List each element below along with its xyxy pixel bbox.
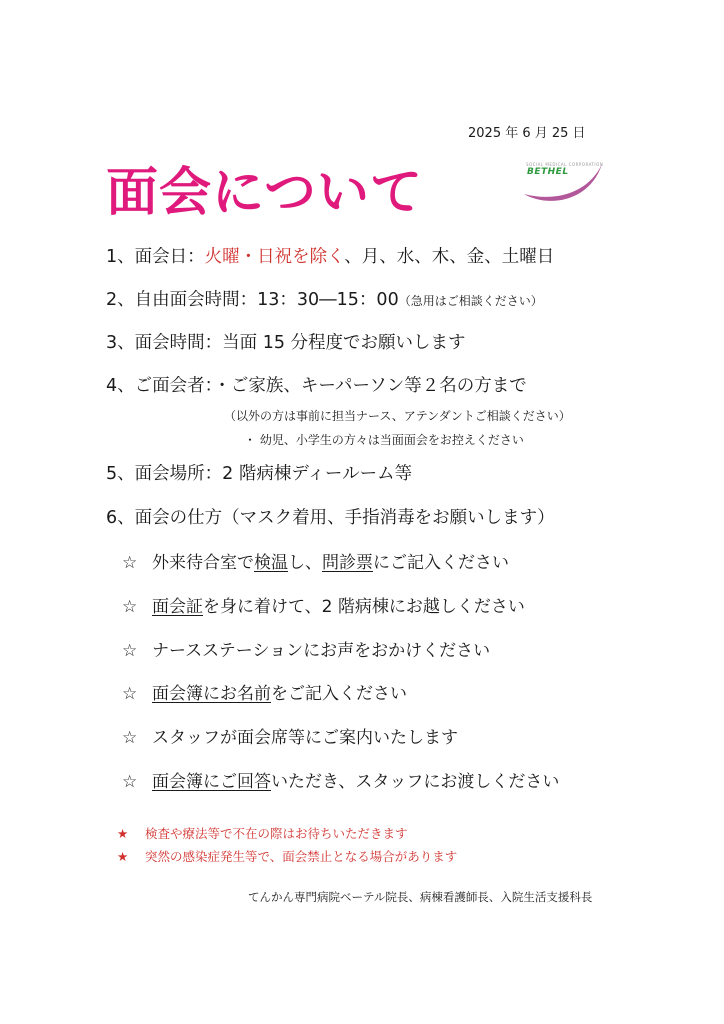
item-visiting-days-rest: 、月、水、木、金、土曜日 [344, 247, 555, 267]
item-visiting-days [106, 243, 554, 268]
warning-absence [117, 824, 408, 842]
bethel-logo [518, 150, 614, 206]
item-free-visiting-hours [106, 286, 543, 311]
black-star-icon: ★ [117, 826, 129, 841]
item-visitors: 4、ご面会者：・ご家族、キーパーソン等２名の方まで [106, 376, 527, 396]
step-underlined-text: 検温 [254, 553, 288, 573]
warning-text: 突然の感染症発生等で、面会禁止となる場合があります [145, 849, 458, 864]
item-visiting-method: 6、面会の仕方（マスク着用、手指消毒をお願いします） [106, 508, 555, 528]
step-underlined-text: 問診票 [322, 553, 373, 573]
step-underlined-text: 面会証 [152, 597, 203, 617]
logo-small-text: SOCIAL MEDICAL CORPORATION [526, 162, 604, 167]
logo-brand-text: BETHEL [527, 167, 569, 177]
step-text: し、 [288, 553, 322, 573]
item-visiting-place: 5、面会場所：2 階病棟ディールーム等 [106, 464, 413, 484]
step-text: にご記入ください [373, 553, 509, 573]
star-icon: ☆ [122, 684, 138, 704]
logo-arc-icon [518, 150, 614, 206]
step-text: いただき、スタッフにお渡しください [271, 772, 560, 792]
star-icon: ☆ [122, 553, 138, 573]
step-text: を身に着けて、2 階病棟にお越しください [203, 597, 525, 617]
document-date: 2025 年 6 月 25 日 [468, 126, 586, 141]
step-text: 外来待合室で [152, 553, 254, 573]
black-star-icon: ★ [117, 849, 129, 864]
step-text: をご記入ください [271, 684, 407, 704]
item-visitors-note-1: （以外の方は事前に担当ナース、アテンダントご相談ください） [224, 409, 571, 423]
star-icon: ☆ [122, 728, 138, 748]
item-visitors-note-2: ・ 幼児、小学生の方々は当面面会をお控えください [244, 433, 524, 447]
step-text: ナースステーションにお声をおかけください [152, 641, 491, 661]
page-title: 面会について [106, 163, 423, 223]
warning-text: 検査や療法等で不在の際はお待ちいただきます [145, 826, 408, 841]
step-visitor-badge [122, 592, 525, 617]
item-free-visiting-hours-note: （急用はご相談ください） [398, 294, 543, 308]
step-text: スタッフが面会席等にご案内いたします [152, 728, 458, 748]
step-nurse-station [122, 636, 490, 661]
step-underlined-text: 面会簿にお名前 [152, 684, 271, 704]
step-register-name [122, 679, 407, 704]
warning-infection [117, 847, 457, 865]
step-answer-register [122, 767, 559, 792]
star-icon: ☆ [122, 772, 138, 792]
star-icon: ☆ [122, 597, 138, 617]
signature-footer: てんかん専門病院ベーテル院長、病棟看護師長、入院生活支援科長 [248, 890, 593, 904]
step-reception [122, 548, 509, 573]
step-guidance [122, 723, 458, 748]
step-underlined-text: 面会簿にご回答 [152, 772, 271, 792]
star-icon: ☆ [122, 641, 138, 661]
item-free-visiting-hours-main: 2、自由面会時間：13：30―15：00 [106, 290, 399, 310]
item-visiting-duration: 3、面会時間：当面 15 分程度でお願いします [106, 333, 466, 353]
item-visiting-days-exception: 火曜・日祝を除く [204, 247, 345, 267]
item-visiting-days-prefix: 1、面会日： [106, 247, 205, 267]
